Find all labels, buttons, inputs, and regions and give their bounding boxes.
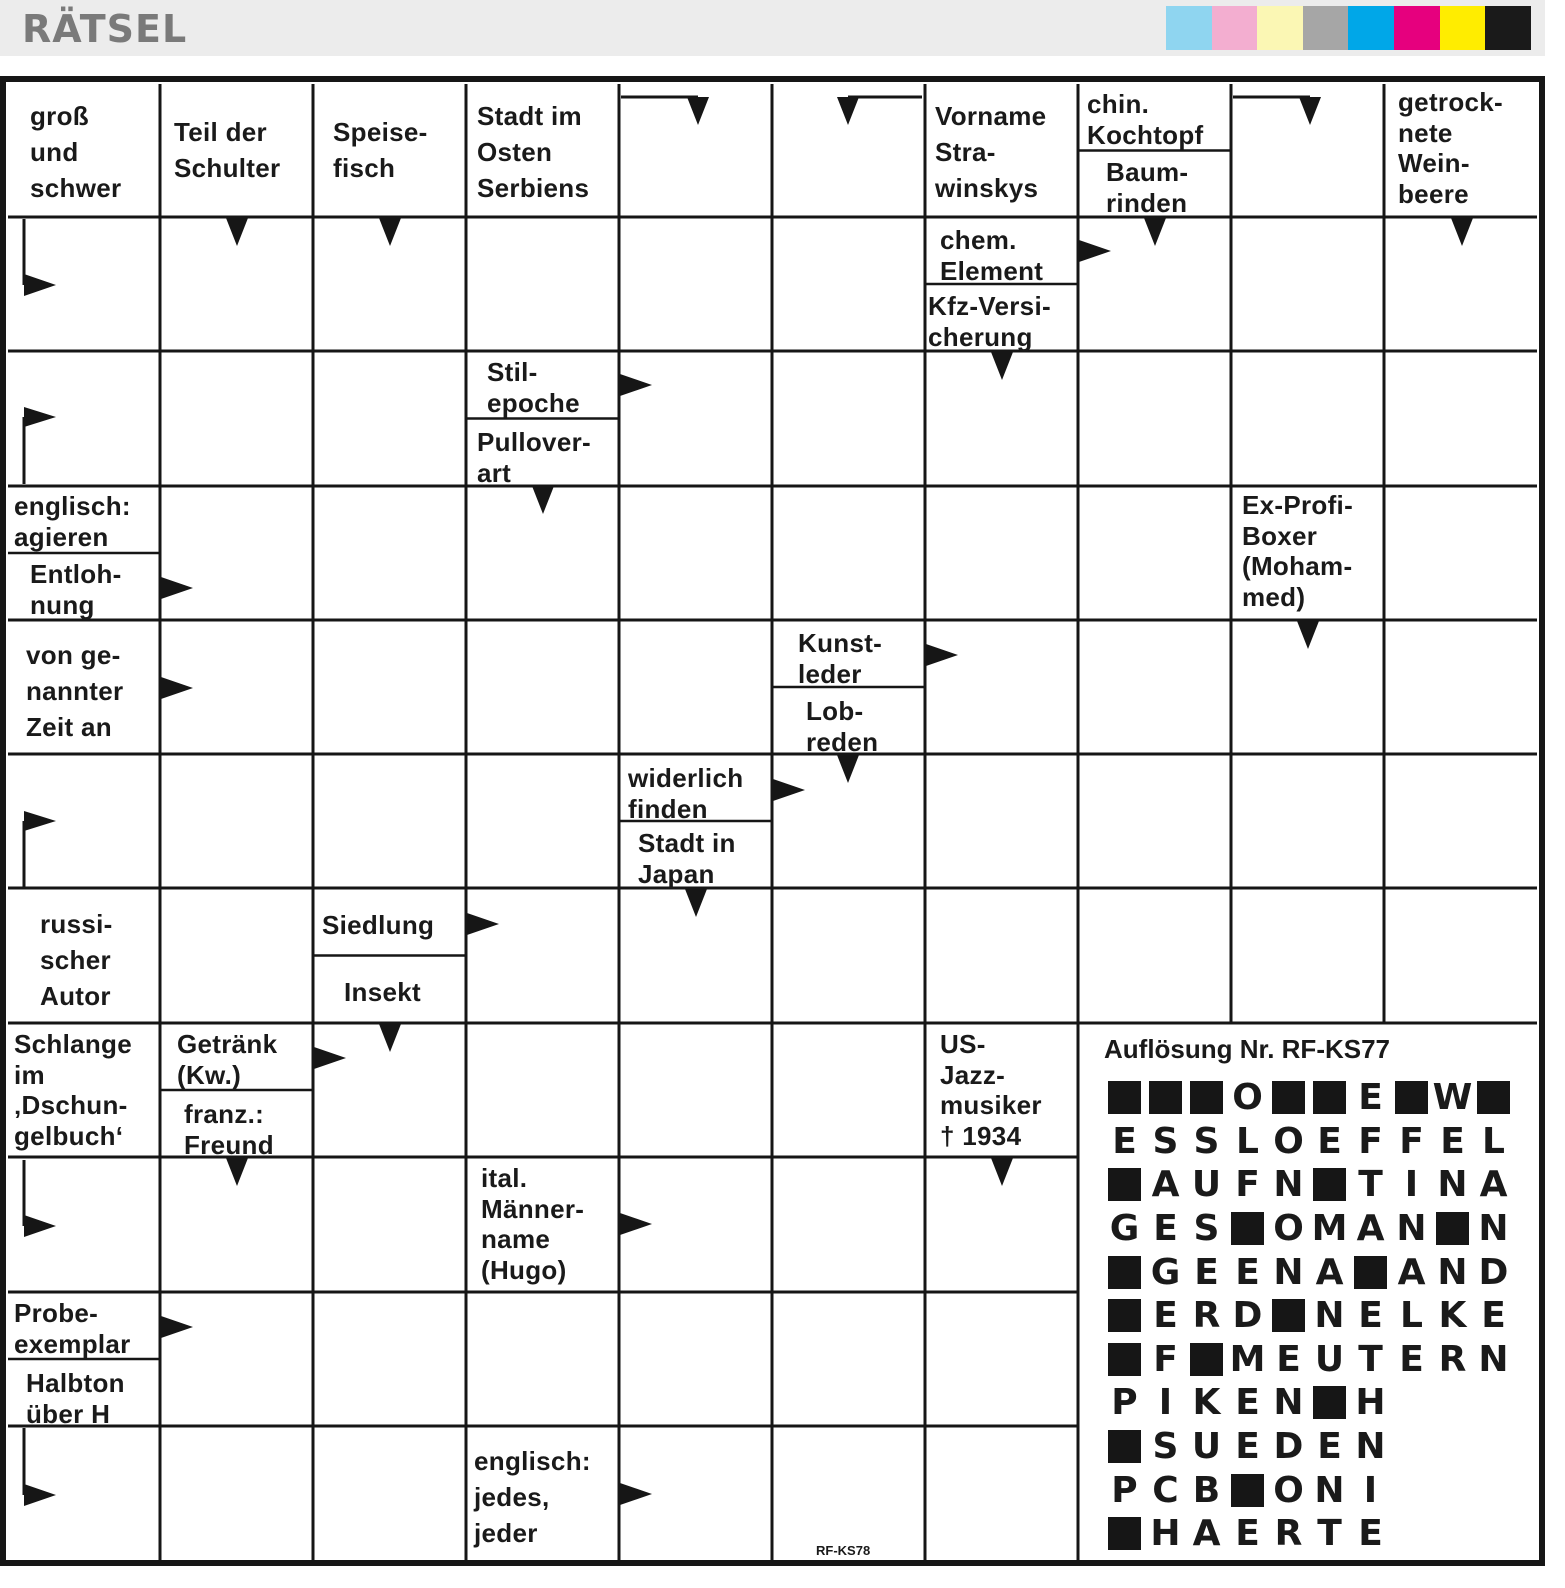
clue-text: groß und schwer <box>30 101 122 203</box>
solution-letter: A <box>1479 1164 1508 1206</box>
arrow-down-icon <box>837 755 859 783</box>
solution-letter: A <box>1315 1251 1344 1293</box>
solution-letter: I <box>1404 1164 1419 1206</box>
black-square-icon <box>1436 1212 1469 1245</box>
solution-block <box>1186 1338 1227 1382</box>
arrow-down-icon <box>226 1158 248 1186</box>
solution-letter: A <box>1151 1164 1180 1206</box>
clue-text: US- Jazz- musiker † 1934 <box>940 1029 1042 1152</box>
solution-letter: W <box>1432 1077 1473 1119</box>
solution-block <box>1227 1468 1268 1512</box>
black-square-icon <box>1108 1430 1141 1463</box>
clue-text: Pullover- art <box>477 427 591 488</box>
black-square-icon <box>1231 1474 1264 1507</box>
solution-letter: N <box>1355 1426 1386 1468</box>
solution-row <box>1104 1512 1514 1556</box>
arrow-right-icon <box>467 913 499 935</box>
solution-letter: N <box>1314 1295 1345 1337</box>
arrow-down-icon <box>991 1158 1013 1186</box>
solution-letter: E <box>1317 1120 1342 1162</box>
black-square-icon <box>1149 1081 1182 1114</box>
solution-letter: E <box>1276 1338 1301 1380</box>
solution-block <box>1391 1076 1432 1120</box>
solution-letter: N <box>1396 1208 1427 1250</box>
solution-letter: N <box>1478 1208 1509 1250</box>
solution-letter: F <box>1235 1164 1260 1206</box>
arrow-down-icon <box>532 486 554 514</box>
arrow-down-icon <box>685 889 707 917</box>
black-square-icon <box>1354 1256 1387 1289</box>
solution-letter: E <box>1153 1295 1178 1337</box>
solution-letter: M <box>1311 1208 1348 1250</box>
solution-block <box>1104 1512 1145 1556</box>
solution-row <box>1104 1381 1514 1425</box>
solution-letter: F <box>1153 1338 1178 1380</box>
black-square-icon <box>1395 1081 1428 1114</box>
clue-text: widerlich finden <box>628 763 744 824</box>
arrow-down-right-icon <box>24 1484 56 1506</box>
solution-letter: O <box>1273 1120 1304 1162</box>
black-square-icon <box>1231 1212 1264 1245</box>
clue-text: Getränk (Kw.) <box>177 1029 278 1090</box>
black-square-icon <box>1272 1081 1305 1114</box>
arrow-right-down-icon <box>1299 97 1321 125</box>
solution-letter: S <box>1152 1426 1179 1468</box>
solution-letter: E <box>1235 1513 1260 1555</box>
solution-row <box>1104 1294 1514 1338</box>
solution-letter: S <box>1152 1120 1179 1162</box>
solution-title: Auflösung Nr. RF-KS77 <box>1104 1034 1391 1064</box>
solution-letter: K <box>1438 1295 1467 1337</box>
solution-row <box>1104 1338 1514 1382</box>
color-swatch-3 <box>1303 6 1349 50</box>
solution-letter: E <box>1235 1251 1260 1293</box>
arrow-left-down-icon <box>837 97 859 125</box>
black-square-icon <box>1477 1081 1510 1114</box>
solution-letter: G <box>1109 1208 1140 1250</box>
black-square-icon <box>1313 1081 1346 1114</box>
solution-block <box>1145 1076 1186 1120</box>
solution-block <box>1186 1076 1227 1120</box>
color-swatch-2 <box>1257 6 1303 50</box>
clue-text: Schlange im ‚Dschun- gelbuch‘ <box>14 1029 132 1152</box>
solution-letter: T <box>1358 1164 1383 1206</box>
clue-text: englisch: agieren <box>14 491 131 552</box>
arrow-down-icon <box>379 1024 401 1052</box>
clue-text: Entloh- nung <box>30 559 122 620</box>
solution-letter: E <box>1440 1120 1465 1162</box>
arrow-right-icon <box>161 677 193 699</box>
solution-letter: A <box>1356 1208 1385 1250</box>
arrow-down-icon <box>1451 218 1473 246</box>
clue-text: Kunst- leder <box>798 628 883 689</box>
arrow-up-right-icon <box>24 407 56 427</box>
clue-text: Lob- reden <box>806 696 879 757</box>
solution-block <box>1104 1250 1145 1294</box>
solution-block <box>1104 1338 1145 1382</box>
solution-block <box>1104 1294 1145 1338</box>
solution-block <box>1268 1294 1309 1338</box>
solution-letter: O <box>1273 1469 1304 1511</box>
arrow-right-down-icon <box>687 97 709 125</box>
clue-text: chem. Element <box>940 225 1044 286</box>
solution-block <box>1104 1076 1145 1120</box>
color-swatch-0 <box>1166 6 1212 50</box>
clue-text: Insekt <box>344 977 421 1007</box>
solution-row <box>1104 1207 1514 1251</box>
solution-block <box>1309 1076 1350 1120</box>
arrow-right-icon <box>314 1047 346 1069</box>
color-swatch-1 <box>1212 6 1258 50</box>
clue-text: Teil der Schulter <box>174 117 281 183</box>
solution-letter: G <box>1150 1251 1181 1293</box>
solution-letter: O <box>1232 1077 1263 1119</box>
arrow-down-right-icon <box>24 1215 56 1237</box>
clue-text: ital. Männer- name (Hugo) <box>481 1163 585 1286</box>
black-square-icon <box>1313 1386 1346 1419</box>
solution-letter: R <box>1192 1295 1221 1337</box>
clue-text: Siedlung <box>322 910 435 940</box>
clue-text: Stil- epoche <box>487 357 580 418</box>
arrow-down-icon <box>1297 621 1319 649</box>
clue-text: englisch: jedes, jeder <box>474 1446 591 1548</box>
solution-letter: R <box>1438 1338 1467 1380</box>
black-square-icon <box>1108 1517 1141 1550</box>
solution-letter: S <box>1193 1120 1220 1162</box>
black-square-icon <box>1190 1081 1223 1114</box>
clue-text: Halbton über H <box>26 1368 125 1429</box>
solution-row <box>1104 1163 1514 1207</box>
arrow-down-icon <box>226 218 248 246</box>
arrow-right-icon <box>1079 240 1111 262</box>
color-calibration-bar <box>1166 6 1531 50</box>
solution-block <box>1309 1163 1350 1207</box>
arrow-right-icon <box>620 1213 652 1235</box>
arrow-right-icon <box>926 644 958 666</box>
solution-block <box>1473 1076 1514 1120</box>
solution-letter: O <box>1273 1208 1304 1250</box>
page-header <box>0 0 1545 56</box>
solution-letter: U <box>1191 1426 1222 1468</box>
color-swatch-7 <box>1485 6 1531 50</box>
black-square-icon <box>1272 1299 1305 1332</box>
clue-text: Stadt in Japan <box>638 828 736 889</box>
solution-letter: I <box>1363 1469 1378 1511</box>
solution-letter: E <box>1153 1208 1178 1250</box>
solution-letter: E <box>1358 1513 1383 1555</box>
arrow-right-icon <box>773 779 805 801</box>
clue-text: Probe- exemplar <box>14 1298 131 1359</box>
solution-block <box>1104 1163 1145 1207</box>
solution-letter: E <box>1317 1426 1342 1468</box>
black-square-icon <box>1108 1168 1141 1201</box>
clue-text: Baum- rinden <box>1106 157 1189 218</box>
solution-letter: F <box>1399 1120 1424 1162</box>
solution-grid <box>1104 1076 1514 1556</box>
solution-letter: D <box>1478 1251 1509 1293</box>
solution-block <box>1432 1207 1473 1251</box>
black-square-icon <box>1108 1256 1141 1289</box>
black-square-icon <box>1313 1168 1346 1201</box>
puzzle-code: RF-KS78 <box>816 1543 871 1558</box>
solution-letter: U <box>1314 1338 1345 1380</box>
solution-row <box>1104 1076 1514 1120</box>
solution-row <box>1104 1250 1514 1294</box>
solution-row <box>1104 1468 1514 1512</box>
solution-letter: E <box>1358 1077 1383 1119</box>
solution-letter: L <box>1400 1295 1423 1337</box>
clue-text: chin. Kochtopf <box>1087 89 1204 150</box>
solution-letter: E <box>1194 1251 1219 1293</box>
solution-row <box>1104 1120 1514 1164</box>
color-swatch-5 <box>1394 6 1440 50</box>
solution-letter: U <box>1191 1164 1222 1206</box>
black-square-icon <box>1108 1299 1141 1332</box>
solution-letter: A <box>1397 1251 1426 1293</box>
solution-letter: D <box>1273 1426 1304 1468</box>
solution-block <box>1309 1381 1350 1425</box>
solution-letter: P <box>1111 1469 1138 1511</box>
solution-letter: B <box>1192 1469 1221 1511</box>
solution-letter: F <box>1358 1120 1383 1162</box>
color-swatch-4 <box>1348 6 1394 50</box>
arrow-down-icon <box>991 352 1013 380</box>
solution-letter: E <box>1235 1426 1260 1468</box>
arrow-right-icon <box>620 1483 652 1505</box>
solution-row <box>1104 1425 1514 1469</box>
solution-letter: A <box>1192 1513 1221 1555</box>
arrow-up-right-icon <box>24 811 56 831</box>
solution-letter: K <box>1192 1382 1221 1424</box>
solution-letter: L <box>1482 1120 1505 1162</box>
clue-text: russi- scher Autor <box>40 909 113 1011</box>
solution-letter: T <box>1317 1513 1342 1555</box>
solution-block <box>1104 1425 1145 1469</box>
solution-letter: H <box>1355 1382 1386 1424</box>
solution-letter: N <box>1478 1338 1509 1380</box>
solution-letter: D <box>1232 1295 1263 1337</box>
clue-text: Ex-Profi- Boxer (Moham- med) <box>1242 490 1354 613</box>
clue-text: Vorname Stra- winskys <box>935 101 1047 203</box>
solution-letter: C <box>1152 1469 1179 1511</box>
solution-letter: E <box>1235 1382 1260 1424</box>
arrow-down-right-icon <box>24 274 56 296</box>
solution-letter: E <box>1358 1295 1383 1337</box>
solution-letter: T <box>1358 1338 1383 1380</box>
solution-letter: N <box>1437 1164 1468 1206</box>
solution-block <box>1350 1250 1391 1294</box>
arrow-right-icon <box>620 374 652 396</box>
solution-letter: I <box>1158 1382 1173 1424</box>
black-square-icon <box>1108 1343 1141 1376</box>
solution-letter: N <box>1314 1469 1345 1511</box>
arrow-down-icon <box>1144 218 1166 246</box>
solution-letter: N <box>1273 1251 1304 1293</box>
arrow-right-icon <box>161 1316 193 1338</box>
solution-block <box>1268 1076 1309 1120</box>
page-title: RÄTSEL <box>22 7 188 51</box>
solution-letter: E <box>1399 1338 1424 1380</box>
arrow-down-icon <box>379 218 401 246</box>
solution-letter: P <box>1111 1382 1138 1424</box>
solution-letter: E <box>1481 1295 1506 1337</box>
solution-letter: E <box>1112 1120 1137 1162</box>
solution-letter: S <box>1193 1208 1220 1250</box>
clue-text: franz.: Freund <box>184 1099 274 1160</box>
solution-letter: N <box>1273 1164 1304 1206</box>
clue-text: Speise- fisch <box>333 117 428 183</box>
clue-text: getrock- nete Wein- beere <box>1398 87 1503 210</box>
clue-text: Kfz-Versi- cherung <box>928 291 1051 352</box>
solution-letter: M <box>1229 1338 1266 1380</box>
black-square-icon <box>1108 1081 1141 1114</box>
clue-text: Stadt im Osten Serbiens <box>477 101 590 203</box>
black-square-icon <box>1190 1343 1223 1376</box>
solution-letter: N <box>1273 1382 1304 1424</box>
arrow-right-icon <box>161 577 193 599</box>
clue-text: von ge- nannter Zeit an <box>26 640 124 742</box>
solution-letter: R <box>1274 1513 1303 1555</box>
solution-letter: L <box>1236 1120 1259 1162</box>
color-swatch-6 <box>1440 6 1486 50</box>
solution-block <box>1227 1207 1268 1251</box>
solution-letter: N <box>1437 1251 1468 1293</box>
solution-letter: H <box>1150 1513 1181 1555</box>
